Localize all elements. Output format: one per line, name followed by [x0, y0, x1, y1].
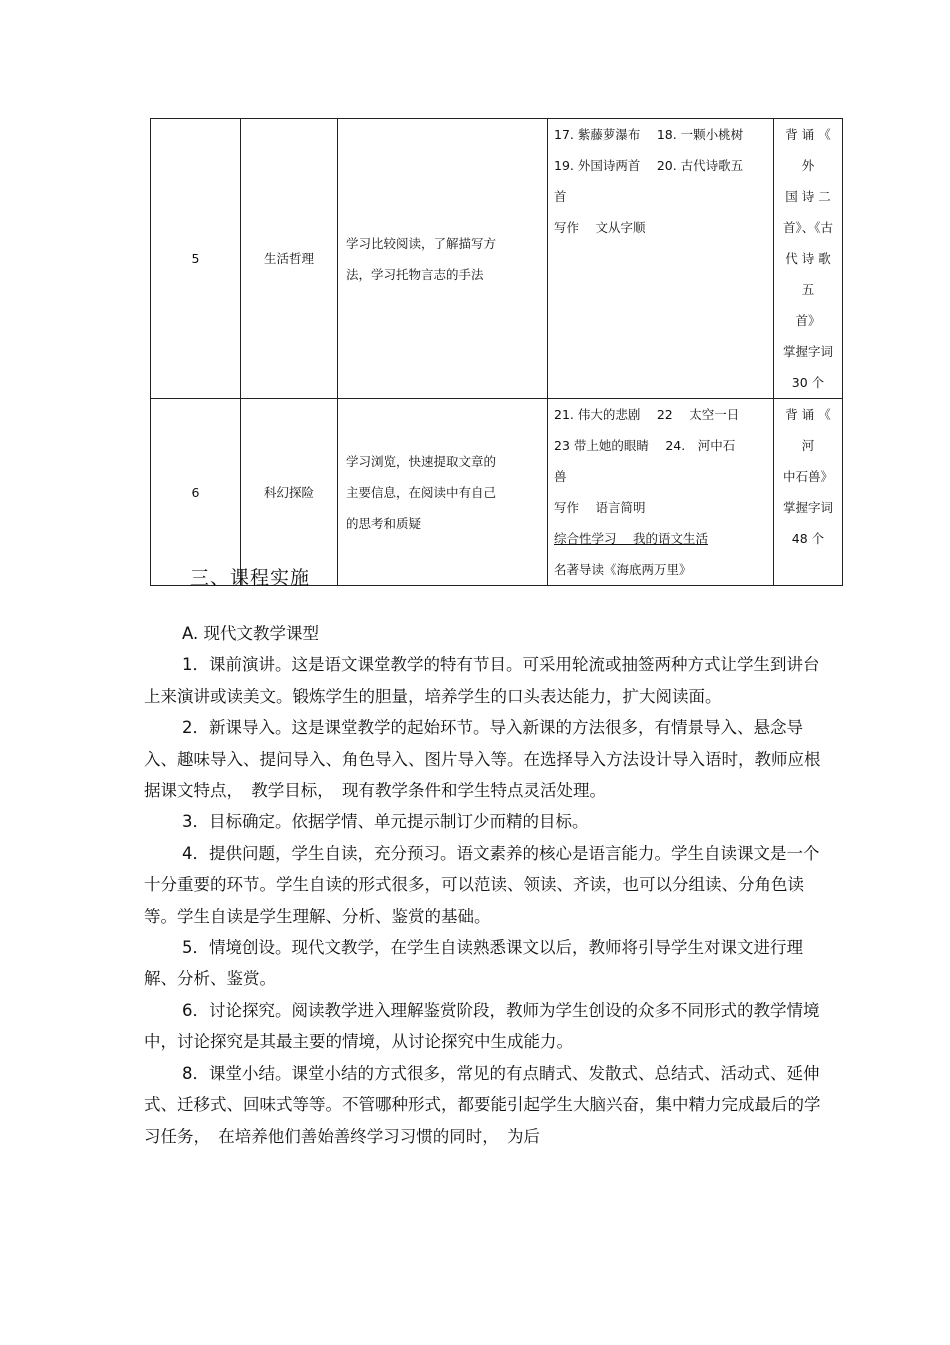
unit-plan-table — [150, 118, 843, 586]
unit-number-cell: 6 — [151, 399, 241, 586]
requirement-line: 掌握字词 — [782, 500, 833, 515]
unit-goal-cell — [338, 119, 548, 399]
requirement-line: 30 个 — [791, 375, 825, 390]
paragraph: 6．讨论探究。阅读教学进入理解鉴赏阶段，教师为学生创设的众多不同形式的教学情境中，讨论探究是其最主要的情境，从讨论探究中生成能力。 — [144, 1000, 820, 1052]
text-line: 写作 语言简明 — [554, 500, 646, 515]
text-line: 名著导读《海底两万里》 — [554, 562, 692, 577]
requirement-line: 中石兽》 — [782, 469, 833, 484]
goal-line: 学习比较阅读，了解描写方 — [346, 235, 497, 251]
unit-requirement-cell — [774, 399, 843, 586]
section-title: 三、课程实施 — [190, 567, 311, 589]
unit-requirement-cell — [774, 119, 843, 399]
text-line: 17. 紫藤萝瀑布 18. 一颗小桃树 — [554, 127, 744, 142]
requirement-line: 掌握字词 — [782, 344, 833, 359]
unit-theme-cell: 科幻探险 — [241, 399, 338, 586]
paragraph: 8．课堂小结。课堂小结的方式很多，常见的有点睛式、发散式、总结式、活动式、延伸式、迁移式、回味式等等。不管哪种形式，都要能引起学生大脑兴奋，集中精力完成最后的学习任务， 在培养他们善始善终学习习惯的同时， 为后 — [144, 1063, 821, 1146]
text-line: 综合性学习 我的语文生活 — [554, 531, 708, 546]
text-line: 兽 — [554, 469, 567, 484]
requirement-line: 国 诗 二 — [785, 189, 831, 204]
text-line: 21. 伟大的悲剧 22 太空一日 — [554, 407, 740, 422]
paragraph: 1．课前演讲。这是语文课堂教学的特有节目。可采用轮流或抽签两种方式让学生到讲台上来演讲或读美文。锻炼学生的胆量，培养学生的口头表达能力，扩大阅读面。 — [144, 655, 820, 706]
text-line: 19. 外国诗两首 20. 古代诗歌五 — [554, 158, 744, 173]
requirement-line: 代 诗 歌 五 — [785, 251, 831, 297]
goal-line: 的思考和质疑 — [346, 515, 422, 531]
paragraph: 4．提供问题，学生自读，充分预习。语文素养的核心是语言能力。学生自读课文是一个十分重要的环节。学生自读的形式很多，可以范读、领读、齐读，也可以分组读、分角色读等。学生自读是学生理解、分析、鉴赏的基础。 — [144, 843, 820, 926]
paragraph: 2．新课导入。这是课堂教学的起始环节。导入新课的方法很多，有情景导入、悬念导入、趣味导入、提问导入、角色导入、图片导入等。在选择导入方法设计导入语时，教师应根据课文特点， 教学目标， 现有教学条件和学生特点灵活处理。 — [144, 718, 821, 801]
goal-line: 法，学习托物言志的手法 — [346, 266, 484, 282]
requirement-line: 背 诵 《 外 — [785, 127, 831, 173]
text-line: 23 带上她的眼睛 24. 河中石 — [554, 438, 736, 453]
paragraph: 5．情境创设。现代文教学，在学生自读熟悉课文以后，教师将引导学生对课文进行理解、分析、鉴赏。 — [144, 938, 803, 989]
text-line: 首 — [554, 189, 567, 204]
paragraph: 3．目标确定。依据学情、单元提示制订少而精的目标。 — [182, 812, 589, 832]
requirement-line: 首》 — [795, 313, 821, 328]
requirement-line: 48 个 — [791, 531, 825, 546]
goal-line: 主要信息，在阅读中有自己 — [346, 484, 497, 500]
goal-line: 学习浏览，快速提取文章的 — [346, 453, 497, 469]
unit-theme-cell: 生活哲理 — [241, 119, 338, 399]
subheading: A. 现代文教学课型 — [182, 624, 319, 643]
document-body — [144, 618, 824, 1152]
unit-texts-cell — [548, 399, 774, 586]
unit-number-cell: 5 — [151, 119, 241, 399]
unit-goal-cell — [338, 399, 548, 586]
requirement-line: 背 诵 《 河 — [785, 407, 831, 453]
unit-texts-cell — [548, 119, 774, 399]
requirement-line: 首》、《古 — [782, 220, 833, 235]
table-row — [151, 119, 843, 399]
text-line: 写作 文从字顺 — [554, 220, 646, 235]
table-row — [151, 399, 843, 586]
